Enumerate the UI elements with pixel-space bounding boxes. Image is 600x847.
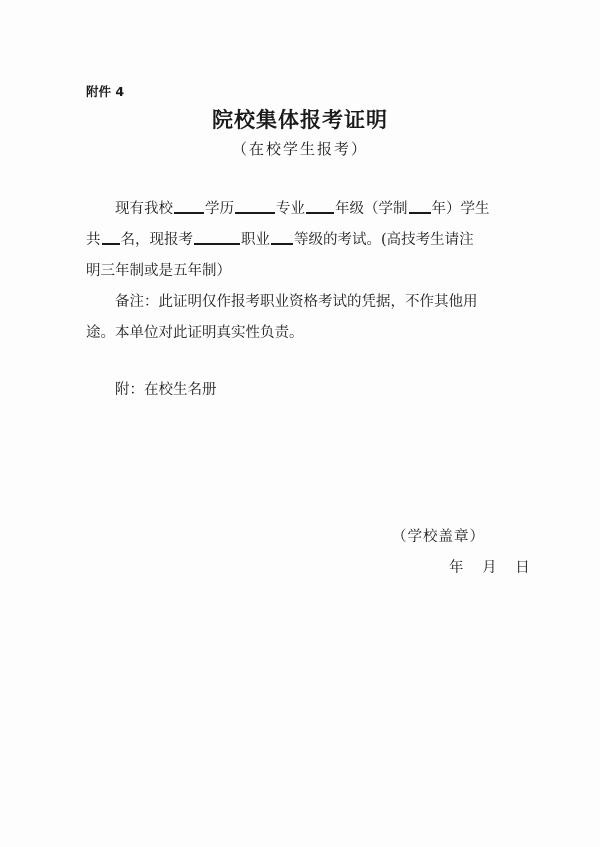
remark-line-1: 备注：此证明仅作报考职业资格考试的凭据，不作其他用: [115, 294, 478, 310]
text-segment: 职业: [241, 232, 270, 248]
paragraph-line-1: [86, 194, 516, 225]
text-segment: 年）学生: [431, 201, 490, 217]
level-blank: [271, 229, 293, 245]
major-blank: [306, 198, 334, 214]
date-year: 年: [449, 560, 465, 576]
student-count-blank: [102, 229, 120, 245]
attachment-label: 附件 4: [86, 84, 125, 99]
text-segment: 共: [86, 232, 101, 248]
date-month: 月: [482, 560, 498, 576]
text-segment: 专业: [276, 201, 305, 217]
text-segment: 年级（学制: [335, 201, 408, 217]
text-segment: 名，现报考: [120, 232, 193, 248]
text-segment: 等级的考试。(高技考生请注: [294, 232, 474, 248]
remark-line-2: 途。本单位对此证明真实性负责。: [86, 325, 304, 341]
remark-paragraph: [86, 287, 516, 349]
date-line: [449, 556, 531, 577]
text-segment: 学历: [205, 201, 234, 217]
date-day: 日: [515, 560, 531, 576]
school-name-blank: [174, 198, 204, 214]
paragraph-line-3: 明三年制或是五年制）: [86, 263, 231, 279]
program-length-blank: [409, 198, 431, 214]
paragraph-line-2: [86, 225, 516, 256]
document-subtitle: （在校学生报考）: [231, 140, 368, 158]
certificate-paragraph: [86, 194, 516, 287]
appendix-note: 附：在校生名册: [115, 382, 217, 398]
school-seal-note: （学校盖章）: [392, 529, 485, 545]
occupation-blank: [194, 229, 240, 245]
document-title: 院校集体报考证明: [212, 107, 388, 132]
education-level-blank: [235, 198, 275, 214]
text-segment: 现有我校: [115, 201, 173, 217]
